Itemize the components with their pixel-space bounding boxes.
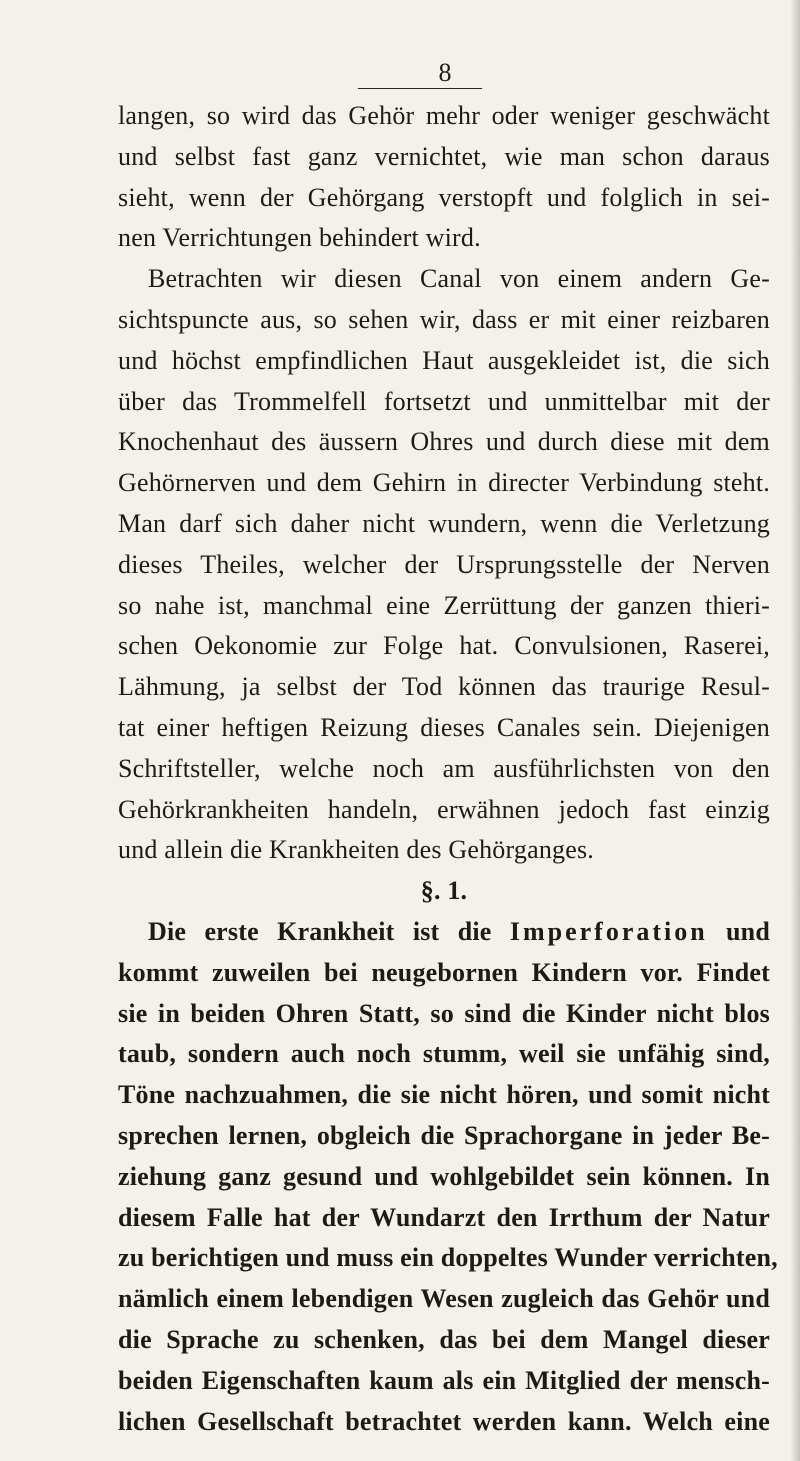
text-line: so nahe ist, manchmal eine Zerrüttung der ganzen thieri-	[118, 590, 770, 620]
text-line: und höchst empfindlichen Haut ausgekleidet ist, die sich	[118, 345, 770, 375]
text-line: beiden Eigenschaften kaum als ein Mitglied der mensch-	[118, 1365, 770, 1395]
text-line: langen, so wird das Gehör mehr oder weniger geschwächt	[118, 101, 770, 130]
text-line: Schriftsteller, welche noch am ausführlichsten von den	[118, 753, 770, 783]
text-line: schen Oekonomie zur Folge hat. Convulsionen, Raserei,	[118, 631, 770, 661]
text-line: sieht, wenn der Gehörgang verstopft und folglich in sei-	[118, 182, 770, 212]
text-line: lichen Gesellschaft betrachtet werden kann. Welch eine	[118, 1406, 770, 1436]
text-fragment: und	[707, 916, 771, 946]
text-line: über das Trommelfell fortsetzt und unmittelbar mit der	[118, 386, 770, 416]
body-text	[118, 96, 778, 1442]
header-rule	[358, 88, 482, 89]
emphasized-term: Imperforation	[509, 916, 708, 946]
page-number: 8	[438, 58, 452, 87]
text-line: Man darf sich daher nicht wundern, wenn die Verletzung	[118, 508, 770, 538]
text-line: tat einer heftigen Reizung dieses Canales sein. Diejenigen	[118, 712, 770, 742]
text-line: ziehung ganz gesund und wohlgebildet sein können. In	[118, 1161, 770, 1191]
text-line: diesem Falle hat der Wundarzt den Irrthum der Natur	[118, 1202, 770, 1232]
text-line: dieses Theiles, welcher der Ursprungsstelle der Nerven	[118, 549, 770, 579]
text-line: Gehörnerven und dem Gehirn in directer Verbindung steht.	[118, 468, 770, 498]
text-line: und selbst fast ganz vernichtet, wie man schon daraus	[118, 141, 770, 171]
text-line: und allein die Krankheiten des Gehörganges.	[118, 835, 594, 865]
text-line: nen Verrichtungen behindert wird.	[118, 223, 481, 253]
text-line: sie in beiden Ohren Statt, so sind die Kinder nicht blos	[118, 998, 770, 1028]
text-line	[118, 912, 770, 953]
text-line: kommt zuweilen bei neugebornen Kindern vor. Findet	[118, 957, 770, 987]
text-fragment: Die erste Krankheit ist die	[148, 916, 510, 946]
text-line: Töne nachzuahmen, die sie nicht hören, und somit nicht	[118, 1080, 770, 1110]
page-edge-shadow	[790, 0, 800, 1461]
text-line: zu berichtigen und muss ein doppeltes Wunder verrichten,	[118, 1243, 778, 1273]
text-line: Lähmung, ja selbst der Tod können das traurige Resul-	[118, 672, 770, 702]
text-line: Knochenhaut des äussern Ohres und durch diese mit dem	[118, 427, 770, 457]
text-line: Betrachten wir diesen Canal von einem andern Ge-	[148, 264, 770, 294]
text-line: sichtspuncte aus, so sehen wir, dass er mit einer reizbaren	[118, 304, 770, 334]
text-line: sprechen lernen, obgleich die Sprachorgane in jeder Be-	[118, 1120, 770, 1150]
paragraph-2	[118, 259, 770, 871]
text-line: nämlich einem lebendigen Wesen zugleich das Gehör und	[118, 1284, 770, 1314]
text-line: die Sprache zu schenken, das bei dem Mangel dieser	[118, 1324, 770, 1354]
text-line: Gehörkrankheiten handeln, erwähnen jedoch fast einzig	[118, 794, 770, 824]
section-1	[118, 871, 778, 1442]
section-heading: §. 1.	[420, 876, 468, 906]
text-line: taub, sondern auch noch stumm, weil sie unfähig sind,	[118, 1039, 770, 1069]
paragraph-1	[118, 96, 770, 259]
